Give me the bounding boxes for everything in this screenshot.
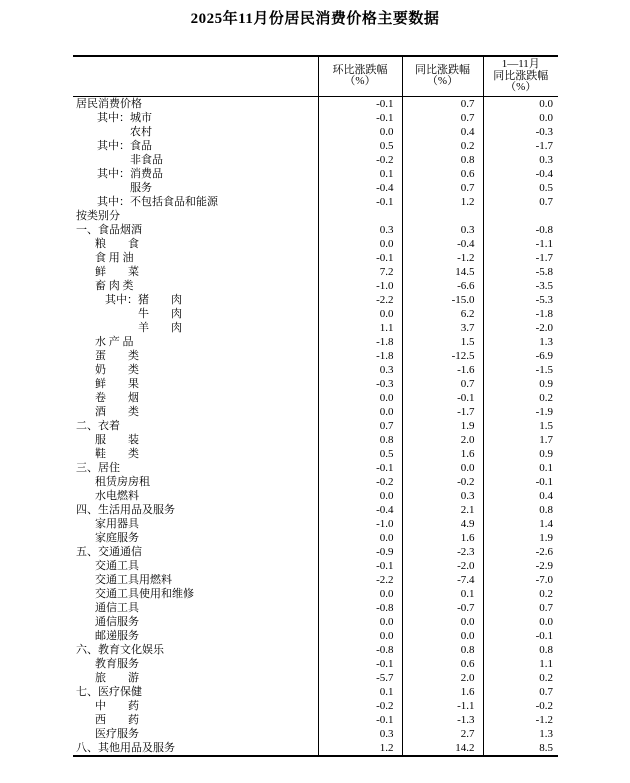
row-label-cell: 农村 [130,125,152,138]
table-row [73,657,558,671]
value-cell-mom: 0.5 [318,447,402,461]
value-cell-yoy: -0.2 [402,475,483,489]
value-cell-yoy: -12.5 [402,349,483,363]
table-row [73,223,558,237]
value-cell-ytd: -2.9 [483,559,558,573]
value-cell-ytd: 1.3 [483,727,558,741]
row-label-cell: 租赁房房租 [95,475,150,488]
table-row [73,517,558,531]
value-cell-ytd: 8.5 [483,741,558,756]
value-cell-yoy [402,209,483,223]
value-cell-mom: 0.3 [318,363,402,377]
value-cell-mom: -0.1 [318,657,402,671]
value-cell-ytd: 1.7 [483,433,558,447]
value-cell-mom: -0.8 [318,643,402,657]
value-cell-yoy: 2.0 [402,433,483,447]
value-cell-yoy: -7.4 [402,573,483,587]
value-cell-ytd: 0.9 [483,377,558,391]
value-cell-ytd: 0.0 [483,96,558,111]
table-row [73,181,558,195]
value-cell-mom: -1.8 [318,335,402,349]
value-cell-yoy: 0.7 [402,111,483,125]
value-cell-yoy: 2.0 [402,671,483,685]
row-label-cell: 其中：消费品 [97,167,163,180]
value-cell-yoy: -2.0 [402,559,483,573]
value-cell-ytd: 0.8 [483,503,558,517]
value-cell-mom: 0.0 [318,391,402,405]
value-cell-ytd: 1.4 [483,517,558,531]
value-cell-ytd: 0.7 [483,685,558,699]
value-cell-yoy: -6.6 [402,279,483,293]
value-cell-yoy: 0.7 [402,181,483,195]
value-cell-mom: 0.0 [318,531,402,545]
value-cell-yoy: -0.1 [402,391,483,405]
value-cell-ytd: 0.0 [483,111,558,125]
row-label-cell: 非食品 [130,153,163,166]
column-header-category [73,56,318,96]
value-cell-yoy: 0.3 [402,223,483,237]
value-cell-yoy: 0.3 [402,489,483,503]
table-row [73,601,558,615]
value-cell-mom: 7.2 [318,265,402,279]
value-cell-mom: -1.0 [318,279,402,293]
value-cell-mom: -1.8 [318,349,402,363]
value-cell-yoy: 1.6 [402,447,483,461]
table-row [73,741,558,756]
row-label-cell: 医疗服务 [95,727,139,740]
row-label-cell: 交通工具使用和维修 [95,587,194,600]
row-label-cell: 鲜 果 [95,377,139,390]
table-header [73,56,558,96]
table-row [73,685,558,699]
value-cell-ytd: -1.7 [483,139,558,153]
value-cell-mom: 0.3 [318,727,402,741]
value-cell-ytd: 0.9 [483,447,558,461]
table-row [73,307,558,321]
row-label-cell: 邮递服务 [95,629,139,642]
value-cell-ytd: -2.6 [483,545,558,559]
row-label-cell: 水 产 品 [95,335,134,348]
value-cell-yoy: 0.6 [402,657,483,671]
row-label-cell: 教育服务 [95,657,139,670]
value-cell-yoy: 14.2 [402,741,483,756]
value-cell-ytd: 0.7 [483,601,558,615]
value-cell-yoy: 0.0 [402,629,483,643]
value-cell-yoy: 1.2 [402,195,483,209]
value-cell-mom: 0.7 [318,419,402,433]
value-cell-mom: -0.2 [318,699,402,713]
table-row [73,349,558,363]
row-label-cell: 家用器具 [95,517,139,530]
value-cell-ytd: 0.3 [483,153,558,167]
value-cell-yoy: 2.7 [402,727,483,741]
value-cell-mom: -1.0 [318,517,402,531]
table-row [73,265,558,279]
value-cell-ytd: -1.2 [483,713,558,727]
value-cell-mom: -0.9 [318,545,402,559]
row-label-cell: 鲜 菜 [95,265,139,278]
value-cell-mom: 0.0 [318,405,402,419]
row-label-cell: 蛋 类 [95,349,139,362]
row-label-cell: 一、食品烟酒 [76,223,142,236]
table-row [73,503,558,517]
row-label-cell: 食 用 油 [95,251,134,264]
value-cell-yoy: 0.2 [402,139,483,153]
row-label-cell: 牛 肉 [138,307,182,320]
value-cell-mom: 0.1 [318,167,402,181]
table-row [73,559,558,573]
row-label-cell: 中 药 [95,699,139,712]
table-row [73,671,558,685]
row-label-cell: 酒 类 [95,405,139,418]
row-label-cell: 鞋 类 [95,447,139,460]
value-cell-mom: 0.8 [318,433,402,447]
row-label-cell: 粮 食 [95,237,139,250]
value-cell-ytd: -0.1 [483,629,558,643]
value-cell-mom: 0.1 [318,685,402,699]
table-row [73,433,558,447]
value-cell-mom: 1.2 [318,741,402,756]
value-cell-mom: 0.5 [318,139,402,153]
row-label-cell: 旅 游 [95,671,139,684]
row-label-cell: 服务 [130,181,152,194]
value-cell-ytd: -5.3 [483,293,558,307]
value-cell-mom: -2.2 [318,293,402,307]
value-cell-ytd: -1.9 [483,405,558,419]
value-cell-ytd: -1.5 [483,363,558,377]
table-row [73,195,558,209]
row-label-cell: 六、教育文化娱乐 [76,643,164,656]
value-cell-ytd: 0.8 [483,643,558,657]
value-cell-ytd: -0.3 [483,125,558,139]
value-cell-mom: 0.0 [318,307,402,321]
row-label-cell: 五、交通通信 [76,545,142,558]
value-cell-ytd: 0.1 [483,461,558,475]
row-label-cell: 八、其他用品及服务 [76,741,175,754]
value-cell-mom: -0.8 [318,601,402,615]
row-label-cell: 其中：猪 肉 [105,293,182,306]
row-label-cell: 按类别分 [76,209,120,222]
value-cell-yoy: 1.5 [402,335,483,349]
table-header-row [73,56,558,96]
row-label-cell: 三、居住 [76,461,120,474]
table-row [73,167,558,181]
table-row [73,96,558,111]
table-row [73,545,558,559]
value-cell-yoy: -1.2 [402,251,483,265]
value-cell-ytd: 0.2 [483,671,558,685]
value-cell-yoy: 0.0 [402,461,483,475]
value-cell-mom: -0.2 [318,475,402,489]
table-row [73,405,558,419]
value-cell-mom: -0.1 [318,111,402,125]
row-label-cell: 羊 肉 [138,321,182,334]
value-cell-yoy: -1.3 [402,713,483,727]
table-row [73,335,558,349]
value-cell-ytd: -3.5 [483,279,558,293]
row-label-cell: 其中：食品 [97,139,152,152]
value-cell-ytd: -2.0 [483,321,558,335]
value-cell-yoy: 14.5 [402,265,483,279]
row-label-cell: 二、衣着 [76,419,120,432]
value-cell-yoy: 6.2 [402,307,483,321]
value-cell-mom [318,209,402,223]
table-row [73,643,558,657]
value-cell-mom: -5.7 [318,671,402,685]
value-cell-yoy: 1.9 [402,419,483,433]
value-cell-ytd: -0.2 [483,699,558,713]
row-label-cell: 家庭服务 [95,531,139,544]
value-cell-yoy: -1.7 [402,405,483,419]
table-row [73,573,558,587]
value-cell-mom: 0.0 [318,629,402,643]
value-cell-yoy: 1.6 [402,685,483,699]
table-row [73,447,558,461]
value-cell-mom: -0.1 [318,96,402,111]
table-row [73,489,558,503]
row-label-cell: 交通工具用燃料 [95,573,172,586]
table-row [73,391,558,405]
table-row [73,727,558,741]
table-row [73,531,558,545]
value-cell-mom: 0.0 [318,615,402,629]
value-cell-ytd: 0.7 [483,195,558,209]
value-cell-ytd: -7.0 [483,573,558,587]
value-cell-yoy: 0.8 [402,153,483,167]
row-label-cell: 卷 烟 [95,391,139,404]
value-cell-mom: -0.1 [318,251,402,265]
table-row [73,237,558,251]
value-cell-ytd: 0.2 [483,391,558,405]
table-row [73,111,558,125]
row-label-cell: 居民消费价格 [76,97,142,110]
table-row [73,615,558,629]
value-cell-yoy: -1.1 [402,699,483,713]
table-row [73,713,558,727]
value-cell-ytd: 1.9 [483,531,558,545]
value-cell-ytd: -0.1 [483,475,558,489]
table-body [73,96,558,756]
table-row [73,699,558,713]
row-label-cell: 西 药 [95,713,139,726]
page-title: 2025年11月份居民消费价格主要数据 [190,11,440,27]
row-label-cell: 通信服务 [95,615,139,628]
table-row [73,475,558,489]
value-cell-yoy: 2.1 [402,503,483,517]
value-cell-yoy: -2.3 [402,545,483,559]
table-row [73,629,558,643]
table-row [73,125,558,139]
value-cell-ytd: -1.7 [483,251,558,265]
row-label-cell: 交通工具 [95,559,139,572]
table-row [73,209,558,223]
value-cell-ytd: -1.1 [483,237,558,251]
value-cell-ytd: 0.4 [483,489,558,503]
value-cell-yoy: 0.6 [402,167,483,181]
value-cell-yoy: 0.7 [402,96,483,111]
column-header-yoy: 同比涨跌幅 （%） [402,56,483,96]
value-cell-ytd: 0.0 [483,615,558,629]
value-cell-mom: -0.3 [318,377,402,391]
value-cell-yoy: -15.0 [402,293,483,307]
value-cell-yoy: 0.8 [402,643,483,657]
table-row [73,279,558,293]
value-cell-mom: 0.0 [318,237,402,251]
value-cell-mom: -0.4 [318,181,402,195]
value-cell-ytd: 1.3 [483,335,558,349]
value-cell-mom: 0.0 [318,125,402,139]
row-label-cell: 水电燃料 [95,489,139,502]
table-row [73,251,558,265]
value-cell-ytd: 0.2 [483,587,558,601]
value-cell-mom: -2.2 [318,573,402,587]
value-cell-yoy: 1.6 [402,531,483,545]
row-label-cell: 其中：不包括食品和能源 [97,195,218,208]
column-header-mom: 环比涨跌幅 （%） [318,56,402,96]
value-cell-yoy: -1.6 [402,363,483,377]
table-row [73,321,558,335]
value-cell-mom: 0.0 [318,489,402,503]
value-cell-yoy: 0.4 [402,125,483,139]
value-cell-yoy: -0.4 [402,237,483,251]
row-label-cell: 畜 肉 类 [95,279,134,292]
row-label-cell: 四、生活用品及服务 [76,503,175,516]
value-cell-ytd: -6.9 [483,349,558,363]
column-header-ytd: 1—11月 同比涨跌幅 （%） [483,56,558,96]
value-cell-mom: -0.1 [318,713,402,727]
value-cell-ytd: -0.4 [483,167,558,181]
table-row [73,363,558,377]
row-label-cell: 服 装 [95,433,139,446]
value-cell-mom: -0.2 [318,153,402,167]
value-cell-ytd: -0.8 [483,223,558,237]
value-cell-mom: 0.0 [318,587,402,601]
value-cell-mom: -0.1 [318,559,402,573]
row-label-cell: 七、医疗保健 [76,685,142,698]
row-label-cell: 其中：城市 [97,111,152,124]
row-label-cell: 奶 类 [95,363,139,376]
value-cell-ytd [483,209,558,223]
table-row [73,461,558,475]
value-cell-ytd: 0.5 [483,181,558,195]
value-cell-mom: 1.1 [318,321,402,335]
value-cell-ytd: 1.5 [483,419,558,433]
table-row [73,139,558,153]
value-cell-yoy: 4.9 [402,517,483,531]
value-cell-ytd: -1.8 [483,307,558,321]
value-cell-yoy: 0.7 [402,377,483,391]
table-row [73,587,558,601]
table-row [73,293,558,307]
value-cell-yoy: 0.0 [402,615,483,629]
value-cell-yoy: -0.7 [402,601,483,615]
value-cell-mom: -0.4 [318,503,402,517]
table-row [73,419,558,433]
row-label-cell: 通信工具 [95,601,139,614]
table-row [73,377,558,391]
value-cell-mom: -0.1 [318,461,402,475]
value-cell-yoy: 0.1 [402,587,483,601]
cpi-data-table [73,55,558,757]
value-cell-ytd: -5.8 [483,265,558,279]
value-cell-mom: 0.3 [318,223,402,237]
value-cell-yoy: 3.7 [402,321,483,335]
value-cell-mom: -0.1 [318,195,402,209]
value-cell-ytd: 1.1 [483,657,558,671]
table-row [73,153,558,167]
